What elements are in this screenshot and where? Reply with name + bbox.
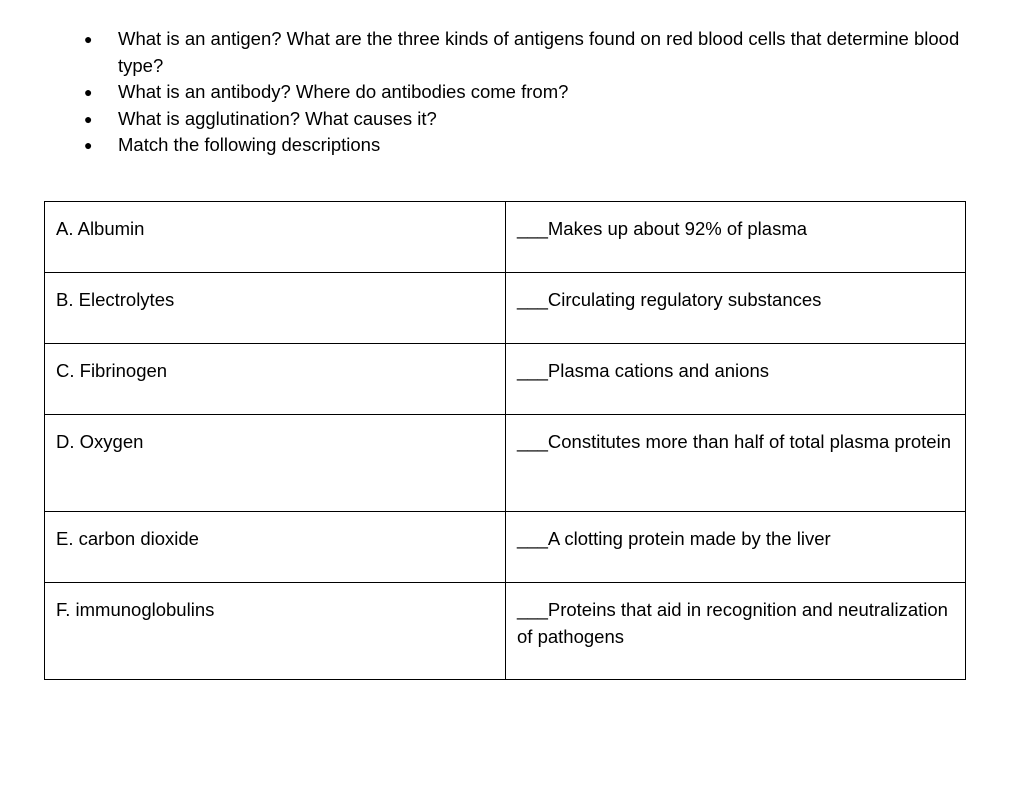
question-list xyxy=(0,26,1024,159)
question-item xyxy=(0,26,1024,79)
description-cell xyxy=(506,202,966,273)
bullet-icon: ● xyxy=(84,110,93,127)
description-cell xyxy=(506,415,966,512)
answer-blank: ___ xyxy=(517,218,548,239)
answer-blank: ___ xyxy=(517,431,548,452)
answer-blank: ___ xyxy=(517,289,548,310)
term-text: A. Albumin xyxy=(56,218,145,239)
term-cell xyxy=(45,415,506,512)
term-cell xyxy=(45,512,506,583)
question-text: Match the following descriptions xyxy=(118,134,381,155)
term-cell xyxy=(45,583,506,680)
description-text: Plasma cations and anions xyxy=(547,360,769,381)
matching-table xyxy=(44,201,966,680)
description-text: Constitutes more than half of total plasma protein xyxy=(547,431,951,452)
term-cell xyxy=(45,202,506,273)
question-item xyxy=(0,79,1024,106)
description-text: A clotting protein made by the liver xyxy=(547,528,831,549)
description-cell xyxy=(506,273,966,344)
term-cell xyxy=(45,273,506,344)
question-text: What is an antibody? Where do antibodies come from? xyxy=(118,81,569,102)
description-text: Proteins that aid in recognition and neutralization of pathogens xyxy=(517,599,948,647)
table-row xyxy=(45,202,966,273)
question-text: What is agglutination? What causes it? xyxy=(118,107,437,129)
term-text: E. carbon dioxide xyxy=(56,528,199,549)
description-cell xyxy=(506,583,966,680)
bullet-icon: ● xyxy=(84,31,93,47)
question-item xyxy=(0,106,1024,133)
table-row xyxy=(45,583,966,680)
answer-blank: ___ xyxy=(517,528,548,549)
bullet-icon: ● xyxy=(84,137,93,153)
description-text: Circulating regulatory substances xyxy=(547,289,822,310)
answer-blank: ___ xyxy=(517,360,548,381)
table-row xyxy=(45,344,966,415)
answer-blank: ___ xyxy=(517,599,548,620)
term-text: B. Electrolytes xyxy=(56,289,175,310)
term-text: D. Oxygen xyxy=(56,431,144,452)
term-cell xyxy=(45,344,506,415)
description-text: Makes up about 92% of plasma xyxy=(547,218,808,239)
description-cell xyxy=(506,344,966,415)
table-row xyxy=(45,273,966,344)
question-item xyxy=(0,132,1024,159)
bullet-icon: ● xyxy=(84,84,93,100)
table-row xyxy=(45,512,966,583)
term-text: F. immunoglobulins xyxy=(56,599,215,620)
table-row xyxy=(45,415,966,512)
question-text: What is an antigen? What are the three kinds of antigens found on red blood cells that determine blood type? xyxy=(118,28,960,76)
description-cell xyxy=(506,512,966,583)
term-text: C. Fibrinogen xyxy=(56,360,168,381)
